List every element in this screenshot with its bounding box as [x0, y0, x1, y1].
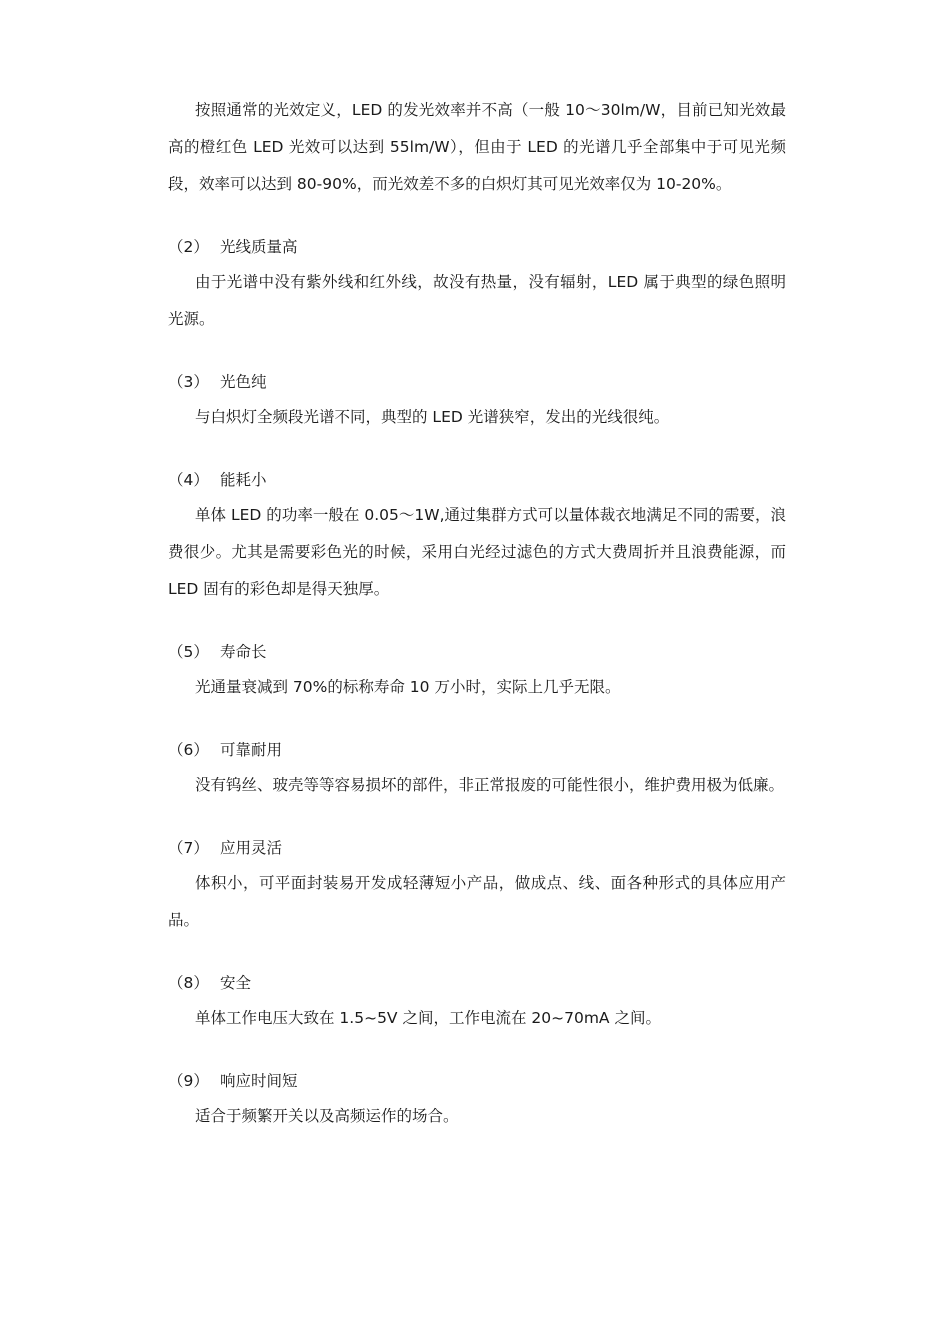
section-5 [168, 635, 786, 706]
section-number: （5） [168, 643, 209, 661]
section-paragraph: 体积小，可平面封装易开发成轻薄短小产品，做成点、线、面各种形式的具体应用产品。 [168, 874, 786, 929]
section-paragraph: 与白炽灯全频段光谱不同，典型的 LED 光谱狭窄，发出的光线很纯。 [195, 408, 670, 426]
section-paragraph: 光通量衰减到 70%的标称寿命 10 万小时，实际上几乎无限。 [195, 678, 621, 696]
section-title: 应用灵活 [220, 839, 283, 857]
section-4 [168, 463, 786, 608]
section-title: 安全 [220, 974, 252, 992]
section-paragraph: 单体工作电压大致在 1.5~5V 之间，工作电流在 20~70mA 之间。 [195, 1009, 661, 1027]
section-number: （3） [168, 373, 209, 391]
section-heading [168, 365, 786, 399]
section-3 [168, 365, 786, 436]
section-number: （2） [168, 238, 209, 256]
section-number: （6） [168, 741, 209, 759]
intro-paragraph: 按照通常的光效定义，LED 的发光效率并不高（一般 10～30lm/W，目前已知光效最高的橙红色 LED 光效可以达到 55lm/W），但由于 LED 的光谱几乎全部集中于可见光频段，效率可以达到 80-90%，而光效差不多的白炽灯其可见光效率仅为 10-20%。 [168, 101, 786, 193]
section-heading [168, 966, 786, 1000]
section-paragraph: 由于光谱中没有紫外线和红外线，故没有热量，没有辐射，LED 属于典型的绿色照明光源。 [168, 273, 786, 328]
section-number: （4） [168, 471, 209, 489]
section-heading [168, 463, 786, 497]
section-heading [168, 635, 786, 669]
section-paragraph: 单体 LED 的功率一般在 0.05～1W,通过集群方式可以量体裁衣地满足不同的需要，浪费很少。尤其是需要彩色光的时候，采用白光经过滤色的方式大费周折并且浪费能源，而 LED 固有的彩色却是得天独厚。 [168, 506, 786, 598]
section-title: 响应时间短 [220, 1072, 298, 1090]
section-7 [168, 831, 786, 939]
section-title: 能耗小 [220, 471, 267, 489]
section-heading [168, 230, 786, 264]
section-heading [168, 733, 786, 767]
section-title: 光色纯 [220, 373, 267, 391]
document-body [168, 92, 786, 1135]
section-number: （7） [168, 839, 209, 857]
section-paragraph: 适合于频繁开关以及高频运作的场合。 [195, 1107, 459, 1125]
section-heading [168, 1064, 786, 1098]
section-2 [168, 230, 786, 338]
section-heading [168, 831, 786, 865]
section-9 [168, 1064, 786, 1135]
section-8 [168, 966, 786, 1037]
section-6 [168, 733, 786, 804]
section-number: （8） [168, 974, 209, 992]
section-title: 光线质量高 [220, 238, 298, 256]
section-paragraph: 没有钨丝、玻壳等等容易损坏的部件，非正常报废的可能性很小，维护费用极为低廉。 [195, 776, 785, 794]
section-title: 可靠耐用 [220, 741, 283, 759]
section-title: 寿命长 [220, 643, 267, 661]
section-number: （9） [168, 1072, 209, 1090]
